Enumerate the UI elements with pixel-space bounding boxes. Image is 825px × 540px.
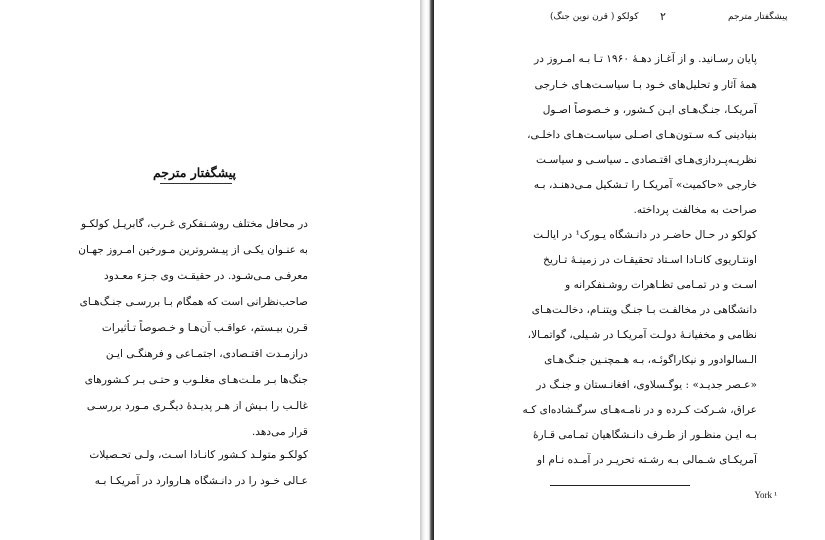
body-line: به عنـوان یکـی از پیـشروترین مـورخین امـروز جهـان <box>78 244 308 256</box>
body-line: نظریـه‌پـردازی‌هـای اقتـصادی ـ سیاسـی و سیاسـت <box>536 154 757 166</box>
body-line: درازمـدت اقتـصادی، اجتمـاعی و فرهنگـی ایـن <box>105 348 308 360</box>
page-number: ۲ <box>660 10 666 23</box>
body-line: همهٔ آثار و تحلیل‌های خـود بـا سیاسـت‌هـای خـارجی <box>534 79 757 91</box>
body-line: اسـت و در تمـامی تظـاهرات روشـنفکرانه و <box>565 279 757 291</box>
body-line: قرار می‌دهد. <box>251 426 308 438</box>
body-line: عـالی خـود را در دانـشگاه هـاروارد در آمریکـا بـه <box>94 475 308 487</box>
body-line: بنیادینی کـه سـتون‌هـای اصـلی سیاسـت‌هـای داخلـی، <box>527 129 757 141</box>
body-line: معرفـی مـی‌شـود. در حقیقـت وی جـزء معـدود <box>104 270 308 282</box>
body-line: اونتـاریوی کانـادا اسـتاد تحقیقـات در زمینـهٔ تـاریخ <box>543 254 757 266</box>
body-line: قـرن بیـستم، عواقـب آن‌هـا و خـصوصاً تـأثیرات <box>101 322 308 334</box>
body-line: پایان رسـانید. و از آغـاز دهـهٔ ۱۹۶۰ تـا بـه امـروز در <box>534 53 757 65</box>
body-line: دانشگاهی در مخالفـت بـا جنـگ ویتنـام، دخالـت‌هـای <box>531 304 757 316</box>
body-line: آمریکـای شـمالی بـه رشـته تحریـر در آمـده نـام او <box>536 454 757 466</box>
body-line: «عـصر جدیـد» : یوگـسلاوی، افغانـستان و جنـگ در <box>536 379 757 391</box>
book-spine-divider <box>420 0 434 540</box>
body-line: در محافل مختلف روشـنفکری غـرب، گابریـل کولکـو <box>81 218 308 230</box>
body-line: نظامی و مخفیانـهٔ دولـت آمریکـا در شـیلی، گواتمـالا، <box>527 329 757 341</box>
body-line: کولکو در حـال حاضـر در دانـشگاه یـورک¹ در ایالـت <box>533 229 757 241</box>
chapter-title: پیشگفتار مترجم <box>152 165 236 180</box>
body-line: غالـب را بـیش از هـر پدیـدهٔ دیگـری مـورد بررسـی <box>86 400 308 412</box>
footnote: York ¹ <box>754 490 777 500</box>
body-line: صراحت به مخالفت پرداخته. <box>633 204 757 216</box>
body-line: بـه ایـن منظـور از طـرف دانـشگاهیان تمـامی قـارهٔ <box>532 429 757 441</box>
title-underline <box>160 183 232 184</box>
body-line: آمریکـا، جنـگ‌هـای ایـن کـشور، و خـصوصاً اصـول <box>542 104 757 116</box>
running-header-book-title: کولکو ( قرن نوین جنگ) <box>550 12 639 22</box>
body-line: عراق، شـرکت کـرده و در نامـه‌هـای سرگـشاده‌ای کـه <box>522 404 757 416</box>
body-line: خارجی «حاکمیت» آمریکـا را تـشکیل مـی‌دهنـد، بـه <box>533 179 757 191</box>
footnote-rule <box>550 485 690 486</box>
running-header-section: پیشگفتار مترجم <box>728 12 788 22</box>
body-line: جنگ‌ها بـر ملـت‌هـای مغلـوب و حتـی بـر کـشورهای <box>84 374 308 386</box>
body-line: الـسالوادور و نیکاراگوئـه، بـه هـمچنـین جنـگ‌هـای <box>544 354 757 366</box>
body-line: صاحب‌نظرانی است که همگام بـا بررسـی جنـگ‌هـای <box>79 296 308 308</box>
body-line: کولکـو متولـد کـشور کانـادا اسـت، ولـی تحـصیلات <box>89 449 308 461</box>
